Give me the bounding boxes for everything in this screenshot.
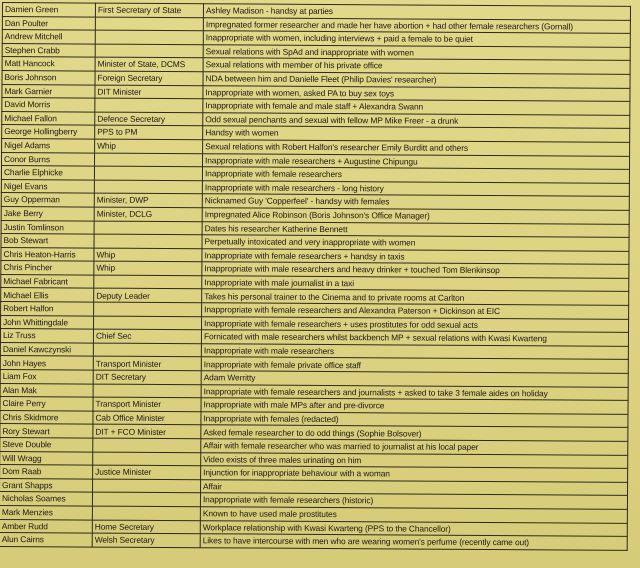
role-cell (95, 44, 203, 58)
allegation-cell: Inappropriate with male researchers + Augustine Chipungu (202, 153, 629, 169)
name-cell: Will Wragg (0, 451, 93, 465)
role-cell (93, 452, 201, 466)
name-cell: Liz Truss (0, 329, 93, 343)
role-cell (94, 166, 202, 180)
role-cell: Defence Secretary (95, 112, 203, 126)
name-cell: Michael Fallon (2, 111, 95, 125)
allegation-cell: Inappropriate with female and male staff + Alexandra Swann (203, 99, 630, 115)
allegation-cell: Injunction for inappropriate behaviour with a woman (201, 466, 628, 482)
name-cell: Andrew Mitchell (2, 30, 95, 44)
name-cell: Dan Poulter (2, 16, 95, 30)
name-cell: Alan Mak (0, 383, 93, 397)
allegation-cell: Inappropriate with women, including interviews + paid a female to be quiet (203, 31, 630, 47)
allegation-cell: Fornicated with male researchers whilst backbench MP + sexual relations with Kwasi Kwarteng (201, 330, 628, 346)
name-cell: Mark Garnier (2, 84, 95, 98)
role-cell (93, 384, 201, 398)
role-cell: Minister of State, DCMS (95, 57, 203, 71)
name-cell: Liam Fox (0, 370, 93, 384)
allegation-cell: Inappropriate with male journalist in a taxi (202, 276, 629, 292)
role-cell: DIT Secretary (93, 370, 201, 384)
role-cell (94, 275, 202, 289)
allegation-cell: Impregnated Alice Robinson (Boris Johnson's Office Manager) (202, 208, 629, 224)
role-cell: Transport Minister (93, 357, 201, 371)
name-cell: Grant Shapps (0, 478, 93, 492)
name-cell: Dom Raab (0, 465, 93, 479)
role-cell: Home Secretary (92, 520, 200, 534)
name-cell: Jake Berry (1, 206, 94, 220)
allegation-cell: Dates his researcher Katherine Bennett (202, 221, 629, 237)
allegation-cell: Inappropriate with female researchers and Alexandra Paterson + Dickinson at EIC (202, 303, 629, 319)
name-cell: David Morris (2, 98, 95, 112)
name-cell: Claire Perry (0, 397, 93, 411)
name-cell: Stephen Crabb (2, 43, 95, 57)
name-cell: Michael Fabricant (1, 274, 94, 288)
name-cell: Boris Johnson (2, 70, 95, 84)
role-cell (92, 492, 200, 506)
role-cell (93, 438, 201, 452)
allegation-cell: Inappropriate with female researchers (historic) (200, 493, 627, 509)
name-cell: Robert Halfon (1, 302, 94, 316)
role-cell: DIT + FCO Minister (93, 424, 201, 438)
allegation-cell: Inappropriate with male researchers - long history (202, 180, 629, 196)
name-cell: Daniel Kawczynski (0, 342, 93, 356)
role-cell (94, 316, 202, 330)
allegation-cell: NDA between him and Danielle Fleet (Philip Davies' researcher) (203, 72, 630, 88)
allegation-cell: Inappropriate with male researchers and heavy drinker + touched Tom Blenkinsop (202, 262, 629, 278)
document-table (0, 2, 631, 551)
allegation-cell: Workplace relationship with Kwasi Kwarteng (PPS to the Chancellor) (200, 520, 627, 536)
role-cell (94, 302, 202, 316)
role-cell: PPS to PM (95, 125, 203, 139)
name-cell: Guy Opperman (1, 193, 94, 207)
allegation-cell: Handsy with women (203, 126, 630, 142)
role-cell: DIT Minister (95, 85, 203, 99)
role-cell: Justice Minister (93, 465, 201, 479)
role-cell (93, 343, 201, 357)
allegation-cell: Sexual relations with member of his private office (203, 58, 630, 74)
allegation-cell: Inappropriate with females (redacted) (201, 412, 628, 428)
name-cell: John Hayes (0, 356, 93, 370)
name-cell: Chris Skidmore (0, 410, 93, 424)
role-cell: Deputy Leader (94, 289, 202, 303)
role-cell (94, 153, 202, 167)
allegation-cell: Affair with female researcher who was married to journalist at his local paper (201, 439, 628, 455)
allegation-cell: Inappropriate with female researchers and journalists + asked to take 3 female aides on holiday (201, 384, 628, 400)
name-cell: Conor Burns (2, 152, 95, 166)
allegation-cell: Inappropriate with male researchers (201, 344, 628, 360)
name-cell: Alun Cairns (0, 533, 92, 547)
name-cell: George Hollingberry (2, 125, 95, 139)
name-cell: Justin Tomlinson (1, 220, 94, 234)
role-cell: First Secretary of State (95, 3, 203, 17)
role-cell (94, 221, 202, 235)
name-cell: Nicholas Soames (0, 492, 93, 506)
allegation-cell: Impregnated former researcher and made her have abortion + had other female researchers (Gornall) (203, 17, 630, 33)
allegation-cell: Sexual relations with Robert Halfon's researcher Emily Burditt and others (203, 140, 630, 156)
name-cell: Matt Hancock (2, 57, 95, 71)
name-cell: Charlie Elphicke (1, 166, 94, 180)
allegation-cell: Nicknamed Guy 'Copperfeel' - handsy with females (202, 194, 629, 210)
role-cell (94, 234, 202, 248)
role-cell: Minister, DWP (94, 193, 202, 207)
role-cell (94, 180, 202, 194)
name-cell: John Whittingdale (1, 315, 94, 329)
allegation-cell: Video exists of three males urinating on him (201, 452, 628, 468)
allegation-cell: Adam Werritty (201, 371, 628, 387)
role-cell (95, 17, 203, 31)
allegation-cell: Inappropriate with female researchers (202, 167, 629, 183)
role-cell: Whip (94, 261, 202, 275)
allegation-cell: Perpetually intoxicated and very inappropriate with women (202, 235, 629, 251)
name-cell: Bob Stewart (1, 234, 94, 248)
name-cell: Michael Ellis (1, 288, 94, 302)
role-cell (95, 30, 203, 44)
allegation-cell: Takes his personal trainer to the Cinema and to private rooms at Carlton (202, 289, 629, 305)
allegation-cell: Known to have used male prostitutes (200, 507, 627, 523)
name-cell: Damien Green (2, 3, 95, 17)
name-cell: Amber Rudd (0, 519, 92, 533)
name-cell: Mark Menzies (0, 505, 92, 519)
allegation-cell: Inappropriate with women, asked PA to buy sex toys (203, 85, 630, 101)
allegation-cell: Ashley Madison - handsy at parties (203, 4, 630, 20)
allegation-cell: Inappropriate with male MPs after and pre-divorce (201, 398, 628, 414)
role-cell: Cab Office Minister (93, 411, 201, 425)
role-cell: Foreign Secretary (95, 71, 203, 85)
name-cell: Rory Stewart (0, 424, 93, 438)
role-cell: Chief Sec (93, 329, 201, 343)
name-cell: Chris Pincher (1, 261, 94, 275)
name-cell: Nigel Evans (1, 179, 94, 193)
role-cell: Transport Minister (93, 397, 201, 411)
allegation-cell: Inappropriate with female researchers + handsy in taxis (202, 248, 629, 264)
allegation-cell: Odd sexual penchants and sexual with fellow MP Mike Freer - a drunk (203, 112, 630, 128)
role-cell (95, 98, 203, 112)
role-cell: Welsh Secretary (92, 533, 200, 547)
role-cell (93, 479, 201, 493)
allegation-cell: Affair (201, 480, 628, 496)
allegation-cell: Inappropriate with female private office staff (201, 357, 628, 373)
role-cell: Whip (95, 139, 203, 153)
allegation-cell: Inappropriate with female researchers + uses prostitutes for odd sexual acts (202, 316, 629, 332)
name-cell: Nigel Adams (2, 138, 95, 152)
table-body (0, 3, 630, 551)
name-cell: Steve Double (0, 437, 93, 451)
table-row (0, 533, 627, 550)
role-cell: Whip (94, 248, 202, 262)
role-cell (92, 506, 200, 520)
name-cell: Chris Heaton-Harris (1, 247, 94, 261)
role-cell: Minister, DCLG (94, 207, 202, 221)
allegation-cell: Asked female researcher to do odd things (Sophie Bolsover) (201, 425, 628, 441)
allegation-cell: Sexual relations with SpAd and inappropriate with women (203, 45, 630, 61)
allegation-cell: Likes to have intercourse with men who are wearing women's perfume (recently came out) (200, 534, 627, 550)
